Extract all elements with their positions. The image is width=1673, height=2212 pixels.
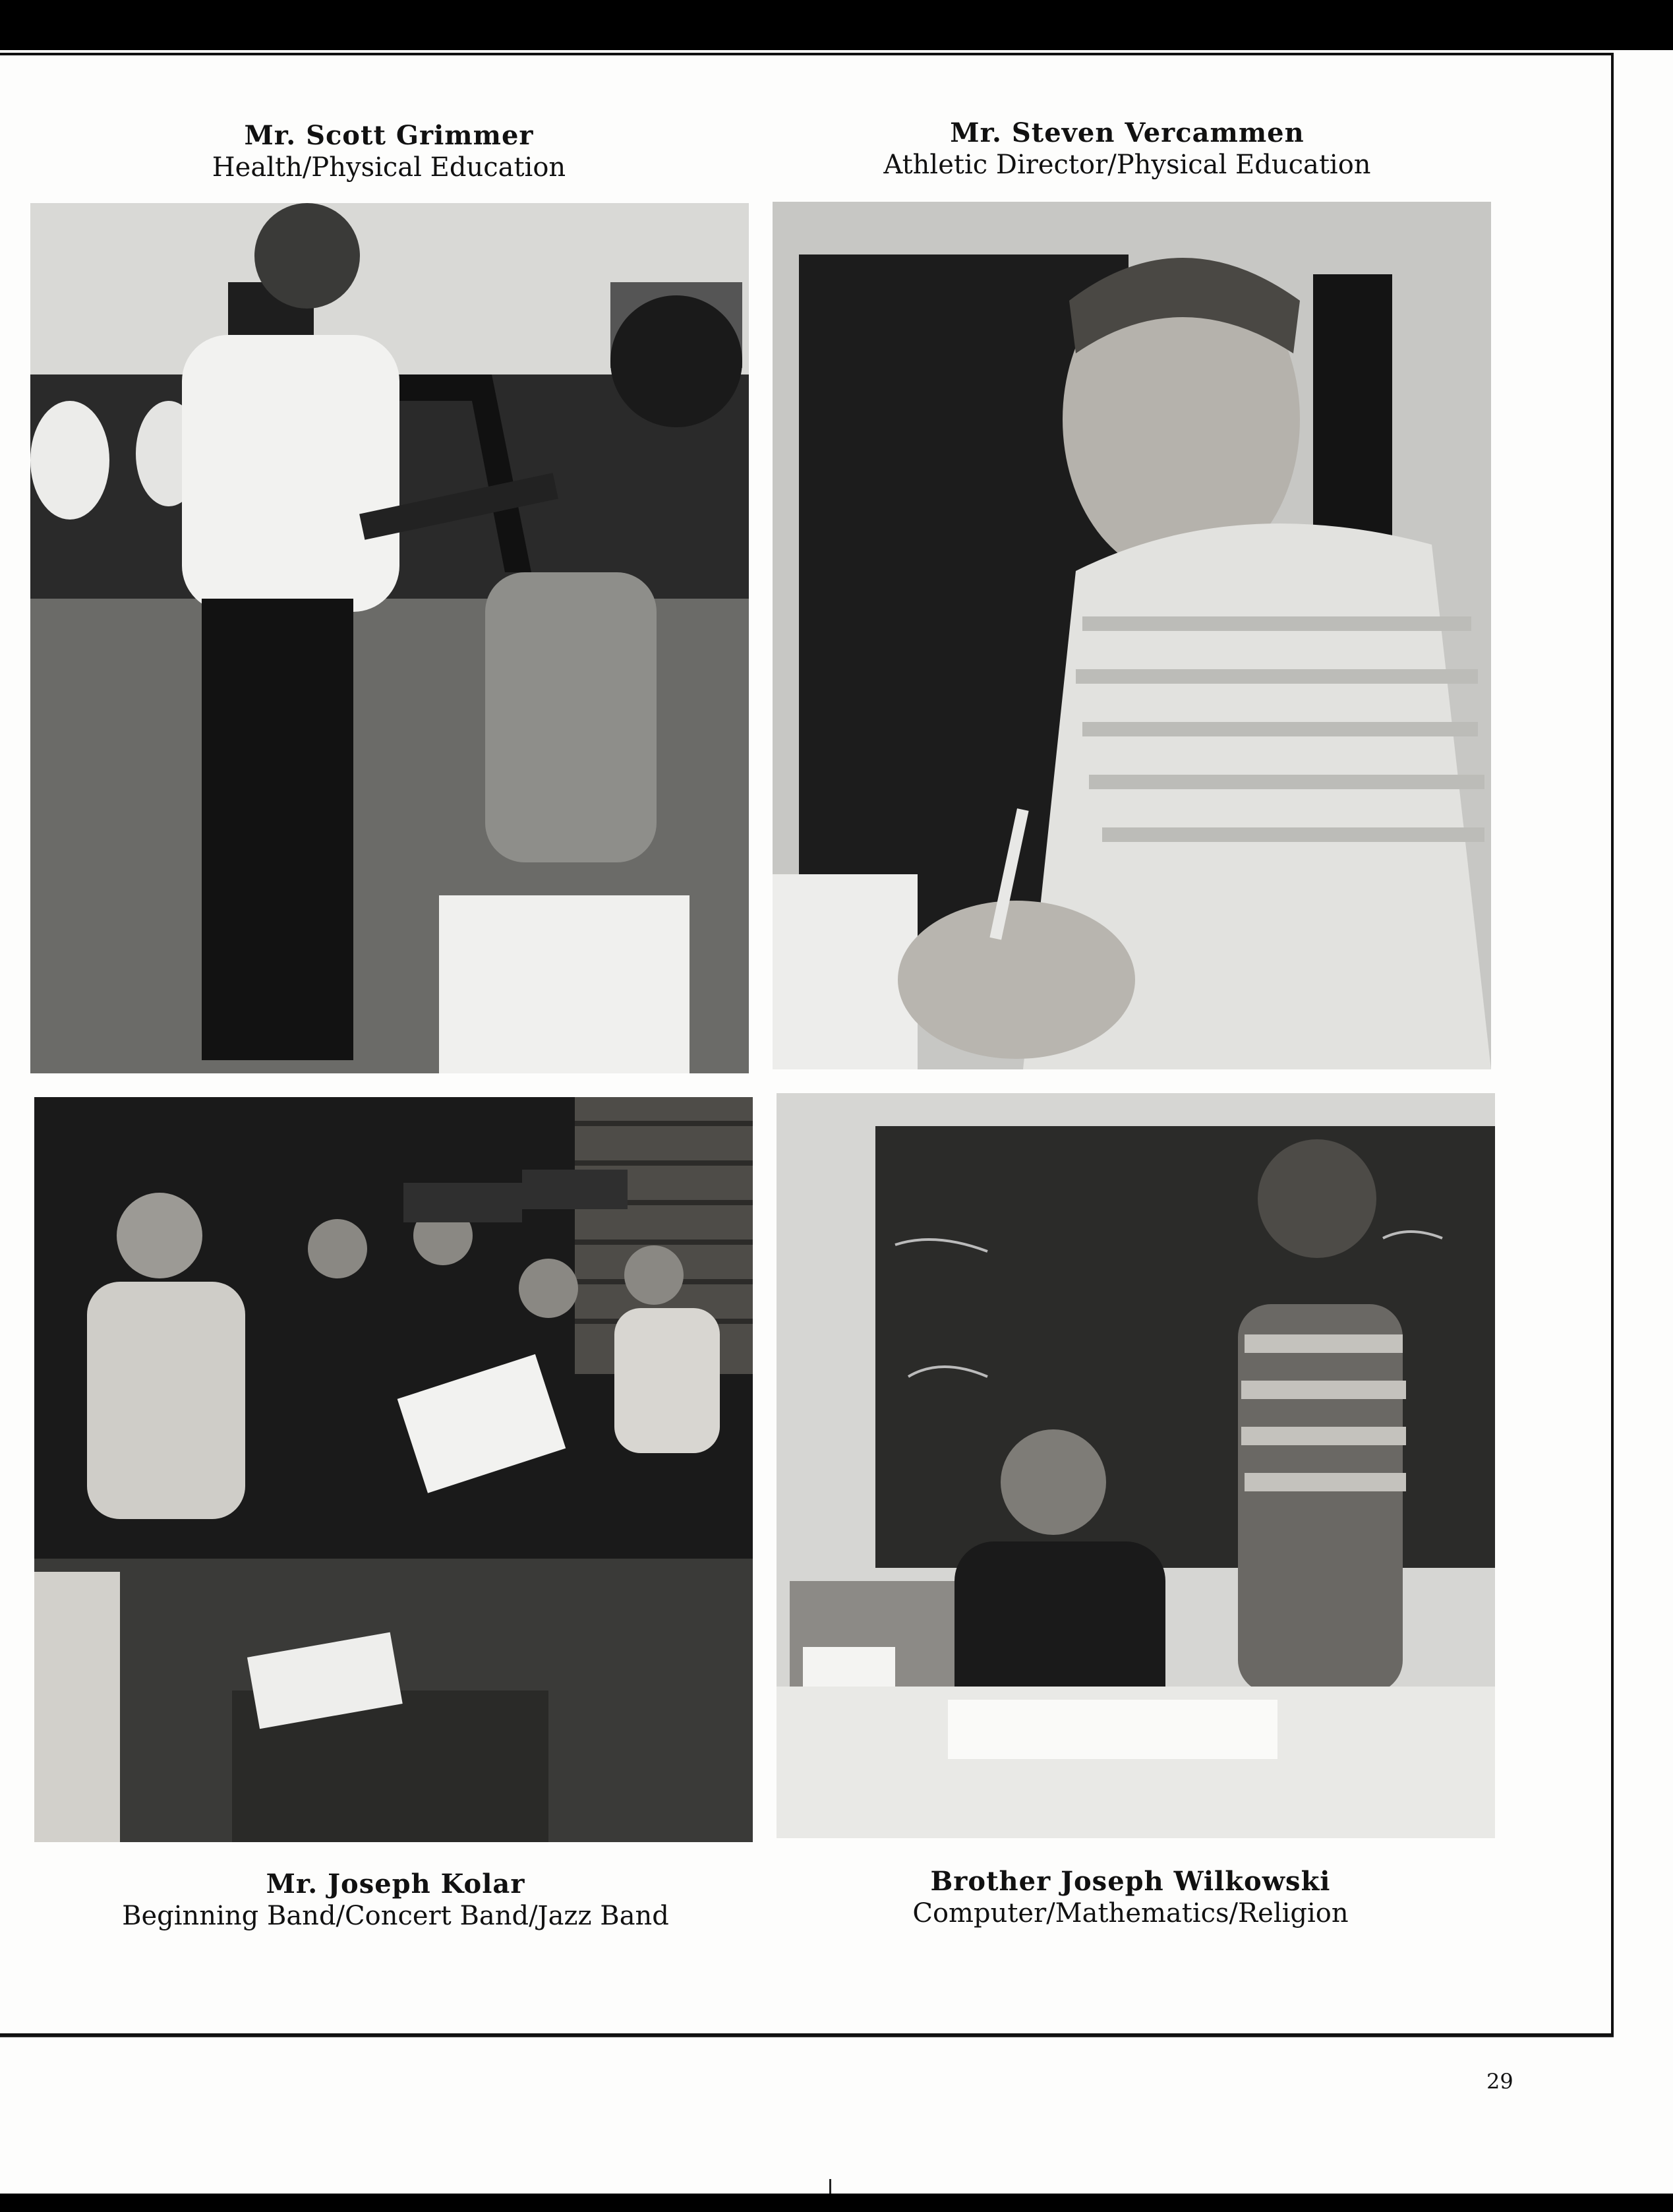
portrait-photo: [773, 202, 1491, 1069]
staff-subject: Health/Physical Education: [212, 152, 566, 183]
bottom-rule: [0, 2036, 1614, 2037]
staff-caption-vercammen: [864, 117, 1391, 181]
scan-top-border: [0, 0, 1673, 50]
weight-training-photo: [30, 203, 749, 1073]
scan-bottom-border: [0, 2194, 1673, 2212]
jazz-band-photo: [34, 1097, 753, 1842]
staff-name: Brother Joseph Wilkowski: [930, 1866, 1331, 1897]
staff-subject: Beginning Band/Concert Band/Jazz Band: [122, 1901, 669, 1931]
staff-name: Mr. Steven Vercammen: [950, 117, 1305, 148]
gutter-mark: [829, 2179, 831, 2194]
staff-subject: Computer/Mathematics/Religion: [912, 1898, 1349, 1928]
staff-name: Mr. Joseph Kolar: [266, 1868, 525, 1899]
page-number: 29: [1486, 2069, 1513, 2094]
classroom-photo: [777, 1093, 1495, 1838]
staff-caption-grimmer: [165, 120, 613, 183]
staff-caption-kolar: [112, 1868, 679, 1932]
staff-subject: Athletic Director/Physical Education: [883, 150, 1371, 180]
staff-name: Mr. Scott Grimmer: [244, 120, 534, 151]
staff-caption-wilkowski: [890, 1866, 1371, 1929]
